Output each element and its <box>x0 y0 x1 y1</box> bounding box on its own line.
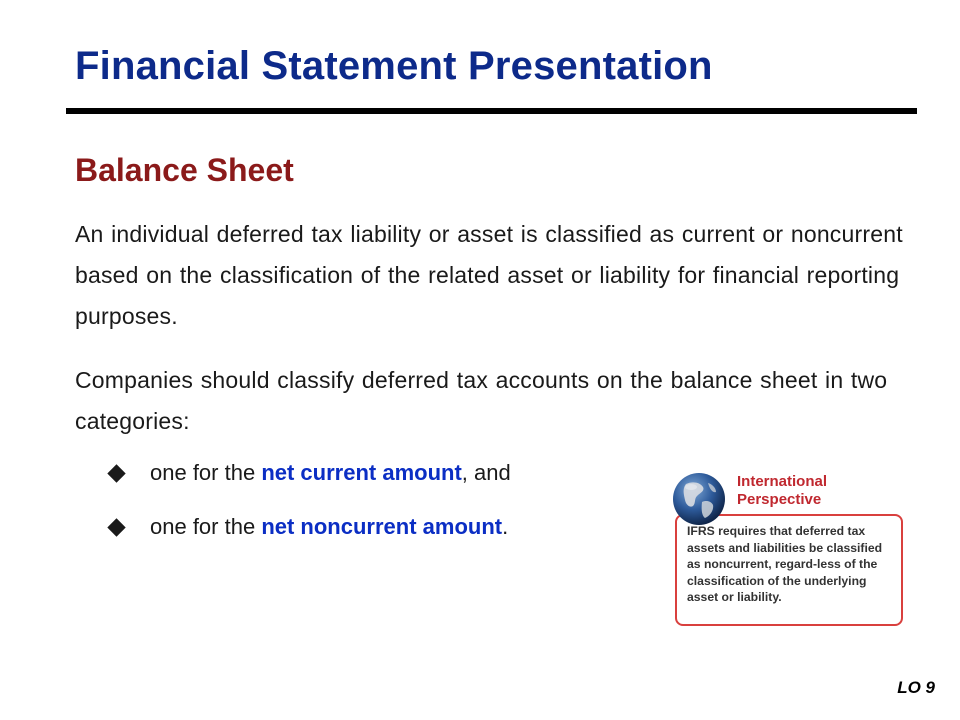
section-heading: Balance Sheet <box>75 152 294 188</box>
paragraph-classification: An individual deferred tax liability or asset is classified as current or noncurrent based on the classification of the related asset or liability for financial reporting purposes. <box>75 221 903 329</box>
learning-objective-label: LO 9 <box>897 678 935 697</box>
globe-icon <box>672 472 726 526</box>
callout-box <box>675 514 903 626</box>
callout-heading: International Perspective <box>737 473 828 508</box>
bullet-item <box>108 459 511 487</box>
bullet-text: one for the net current amount, and <box>150 460 511 485</box>
bullet-item <box>108 513 508 541</box>
bullet-emphasis: net current amount <box>261 460 462 485</box>
international-perspective-callout <box>660 462 910 632</box>
diamond-bullet-icon <box>107 464 125 482</box>
title-divider <box>66 108 917 114</box>
bullet-emphasis: net noncurrent amount <box>261 514 503 539</box>
slide-title: Financial Statement Presentation <box>75 44 713 88</box>
bullet-text: one for the net noncurrent amount. <box>150 514 509 539</box>
diamond-bullet-icon <box>107 518 125 536</box>
paragraph-categories: Companies should classify deferred tax accounts on the balance sheet in two categories: <box>75 367 888 434</box>
callout-text: IFRS requires that deferred tax assets and liabilities be classified as noncurrent, regard-less of the classification of the underlying asset or liability. <box>687 524 883 604</box>
